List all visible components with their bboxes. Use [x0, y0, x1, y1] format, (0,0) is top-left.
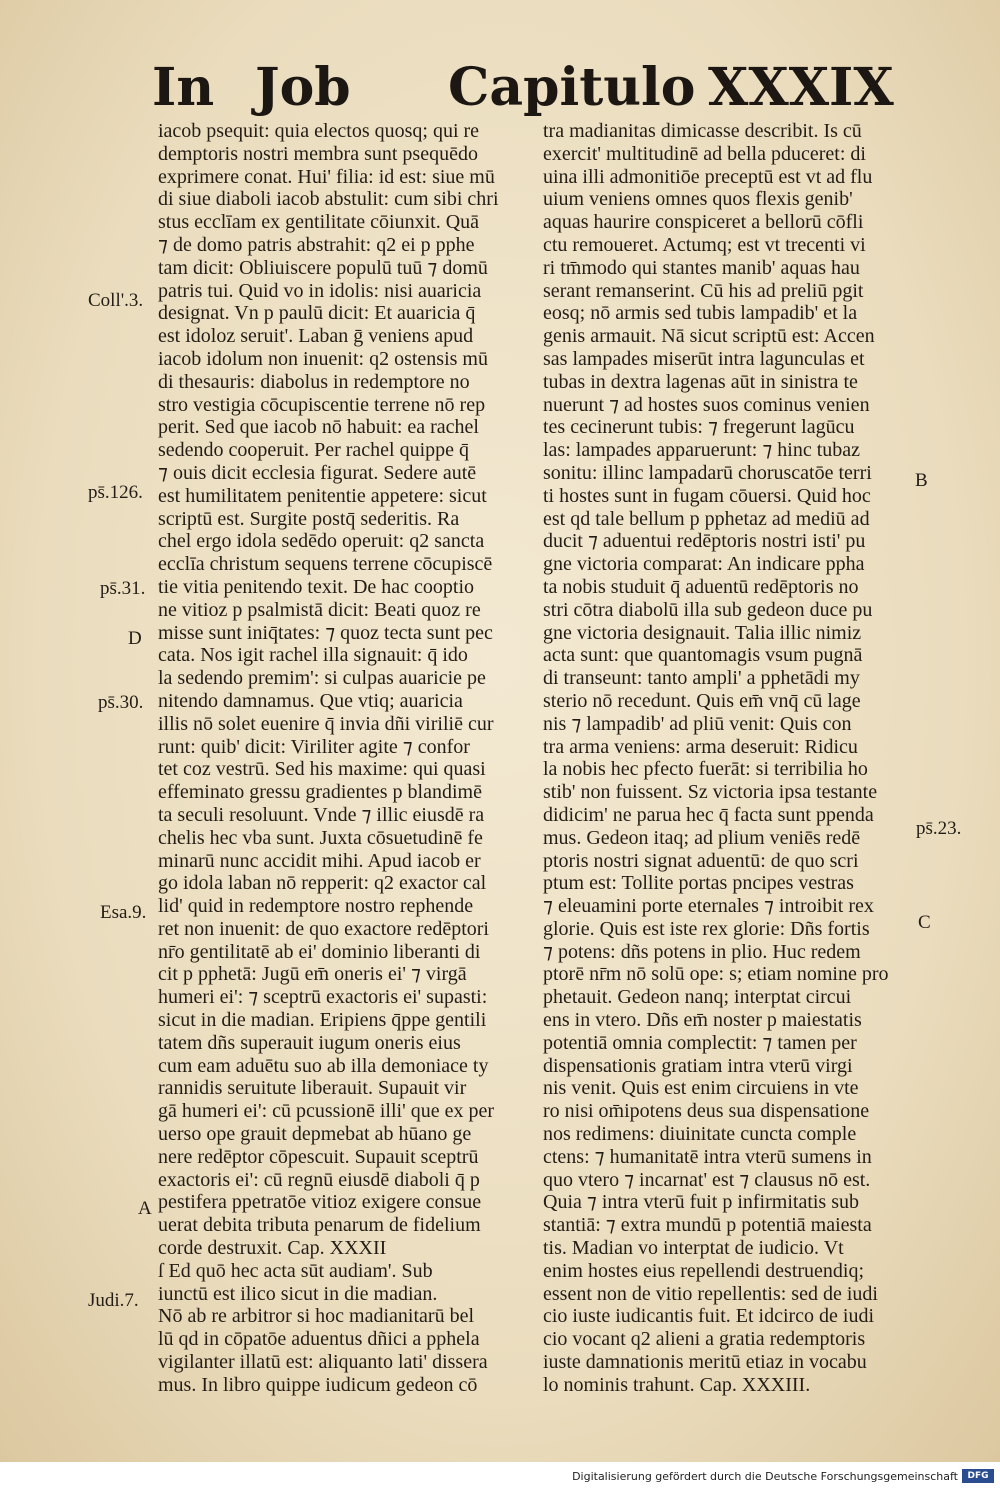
text-line: ta nobis studuit q̄ aduentū redēptoris no [543, 575, 859, 598]
text-line: sonitu: illinc lampadarū choruscatōe terri [543, 461, 872, 484]
text-line: nere redēptor cōpescuit. Supauit sceptrū [158, 1145, 479, 1168]
text-line: uina illi admonitiōe preceptū est vt ad flu [543, 165, 873, 188]
text-line: minarū nunc accidit mihi. Apud iacob er [158, 849, 481, 872]
text-line: tam dicit: Obliuiscere populū tuū ⁊ domū [158, 256, 488, 279]
text-line: stib' non fuissent. Sz victoria ipsa testante [543, 781, 878, 804]
text-line: potentiā omnia complectit: ⁊ tamen per [543, 1031, 857, 1054]
text-line: exprimere conat. Hui' filia: id est: siue mū [158, 165, 495, 188]
text-line: perit. Sed que iacob nō habuit: ea rachel [158, 416, 479, 439]
dfg-logo: DFG [962, 1469, 994, 1483]
text-line: pestifera ppetratōe vitioz exigere consue [158, 1191, 482, 1214]
text-line: iacob psequit: quia electos quosq; qui re [158, 120, 480, 142]
text-line: demptoris nostri membra sunt psequēdo [158, 142, 478, 165]
marginal-letter-b: B [915, 470, 928, 491]
text-line: mus. Gedeon itaq; ad plium veniēs redē [543, 826, 861, 849]
text-line: cata. Nos igit rachel illa signauit: q̄ ido [158, 644, 468, 667]
marginal-note-ps31: ps̄.31. [100, 578, 146, 599]
text-line: chelis hec vba sunt. Juxta cōsuetudinē fe [158, 826, 483, 849]
text-line: di siue diaboli iacob abstulit: cum sibi chri [158, 188, 499, 211]
digitization-footer [0, 1462, 1000, 1492]
text-line: nuerunt ⁊ ad hostes suos cominus venien [543, 393, 870, 416]
text-line: glorie. Quis est iste rex glorie: Dñs fortis [543, 917, 870, 940]
text-line: ro nisi om̄ipotens deus sua dispensatione [543, 1100, 870, 1123]
text-line: nr̄o gentilitatē ab ei' dominio liberanti di [158, 940, 481, 963]
text-line: ducit ⁊ aduentui redēptoris nostri isti' pu [543, 530, 866, 553]
text-line: tubas in dextra lagenas aūt in sinistra te [543, 370, 858, 393]
text-line: scriptū est. Surgite postq̄ sederitis. Ra [158, 507, 460, 530]
text-line: essent non de vitio repellentis: sed de iudi [543, 1282, 878, 1305]
text-line: ri tm̄modo qui stantes manib' aquas hau [543, 256, 860, 279]
text-line: stus ecclīam ex gentilitate cōiunxit. Quā [158, 211, 480, 234]
text-line: ti hostes sunt in fugam cōuersi. Quid hoc [543, 484, 871, 507]
text-line: tra madianitas dimicasse describit. Is cū [543, 120, 862, 142]
text-line: ne vitioz p psalmistā dicit: Beati quoz re [158, 598, 481, 621]
marginal-note-ps30: ps̄.30. [98, 692, 144, 713]
text-line: sicut in die madian. Eripiens q̄ppe gentili [158, 1009, 487, 1032]
text-line: gā humeri ei': cū pcussionē illi' que ex per [158, 1100, 494, 1123]
text-line: cio vocant q2 alieni a gratia redemptoris [543, 1328, 866, 1351]
text-line: cit p pphetā: Jugū em̄ oneris ei' ⁊ virgā [158, 963, 467, 986]
text-line: enim hostes eius repellendi destruendiq; [543, 1259, 865, 1282]
text-line: humeri ei': ⁊ sceptrū exactoris ei' supasti: [158, 986, 488, 1009]
text-line: est idoloz seruit'. Laban ḡ veniens apud [158, 325, 474, 348]
right-text-column [543, 120, 915, 1397]
text-line: designat. Vn p paulū dicit: Et auaricia q̄ [158, 302, 476, 325]
marginal-note-ps23: ps̄.23. [916, 818, 962, 839]
text-line: di thesauris: diabolus in redemptore no [158, 370, 470, 393]
text-line: effeminato gressu gradientes p blandimē [158, 781, 482, 804]
text-line: sterio nō recedunt. Quis em̄ vnq̄ cū lage [543, 689, 861, 712]
text-line: uium veniens omnes quos flexis genib' [543, 188, 853, 211]
text-line: ecclīa christum sequens terrene cōcupiscē [158, 553, 493, 576]
text-line: rannidis seruitute liberauit. Supauit vir [158, 1077, 467, 1100]
text-line: uerso ope grauit depmebat ab hūano ge [158, 1123, 472, 1146]
text-line: ctens: ⁊ humanitatē intra vterū sumens in [543, 1145, 872, 1168]
text-line: tet coz vestrū. Sed his maxime: qui quasi [158, 758, 486, 781]
text-line: iunctū est ilico sicut in die madian. [158, 1282, 438, 1305]
funding-credit: Digitalisierung gefördert durch die Deutsche Forschungsgemeinschaft [572, 1470, 958, 1483]
text-line: mus. In libro quippe iudicum gedeon cō [158, 1373, 478, 1396]
marginal-letter-a: A [138, 1198, 152, 1219]
text-line: exactoris ei': cū regnū eiusdē diaboli q̄ p [158, 1168, 480, 1191]
text-line: est qd tale bellum p pphetaz ad mediū ad [543, 507, 870, 530]
text-line: vigilanter illatū est: aliquanto lati' dissera [158, 1351, 488, 1374]
text-line: misse sunt iniq̄tates: ⁊ quoz tecta sunt pec [158, 621, 493, 644]
marginal-note-judi7: Judi.7. [88, 1290, 139, 1311]
text-line: chel ergo idola sedēdo operuit: q2 sancta [158, 530, 485, 553]
running-head-capitulo: Capitulo [448, 57, 696, 118]
text-line: ta seculi resoluunt. Vnde ⁊ illic eiusdē ra [158, 803, 485, 826]
running-head-job: Job [255, 57, 351, 118]
text-line: ⁊ de domo patris abstrahit: q2 ei p pphe [158, 233, 475, 256]
text-line: lo nominis trahunt. Cap. XXXIII. [543, 1373, 811, 1396]
text-line: sedendo cooperuit. Per rachel quippe q̄ [158, 439, 470, 462]
text-line: nis venit. Quis est enim circuiens in vte [543, 1077, 859, 1100]
text-line: iacob idolum non inuenit: q2 ostensis mū [158, 347, 488, 370]
marginal-note-ps126: ps̄.126. [88, 482, 143, 503]
text-line: ens in vtero. Dñs em̄ noster p maiestatis [543, 1009, 862, 1032]
text-line: ⁊ ouis dicit ecclesia figurat. Sedere autē [158, 461, 477, 484]
text-line: phetauit. Gedeon nanq; interptat circui [543, 986, 852, 1009]
text-line: acta sunt: que quantomagis vsum pugnā [543, 644, 863, 667]
text-line: ptorē nr̄m nō solū ope: s; etiam nomine pro [543, 963, 889, 986]
text-line: las: lampades apparuerunt: ⁊ hinc tubaz [543, 439, 861, 462]
text-line: lid' quid in redemptore nostro rephende [158, 895, 474, 918]
text-line: stro vestigia cōcupiscentie terrene nō rep [158, 393, 486, 416]
text-line: ptum est: Tollite portas pncipes vestras [543, 872, 854, 895]
text-line: la nobis hec pfecto fuerāt: si terribilia ho [543, 758, 868, 781]
text-line: ctu remoueret. Actumq; est vt trecenti vi [543, 233, 866, 256]
text-line: tatem dñs superauit iugum oneris eius [158, 1031, 461, 1054]
text-line: aquas haurire conspiceret a bellorū cōfli [543, 211, 864, 234]
text-line: Quia ⁊ intra vterū fuit p infirmitatis sub [543, 1191, 859, 1214]
marginal-note-coll: Coll'.3. [88, 290, 144, 311]
text-line: stantiā: ⁊ extra mundū p potentiā maiesta [543, 1214, 872, 1237]
text-line: tes cecinerunt tubis: ⁊ fregerunt lagūcu [543, 416, 855, 439]
text-line: quo vtero ⁊ incarnat' est ⁊ clausus nō est. [543, 1168, 871, 1191]
text-line: ſ Ed quō hec acta sūt audiam'. Sub [158, 1259, 433, 1282]
text-line: la sedendo premim': si culpas auaricie pe [158, 667, 486, 690]
text-line: didicim' ne parua hec q̄ facta sunt ppenda [543, 803, 874, 826]
text-line: est humilitatem penitentie appetere: sicut [158, 484, 487, 507]
text-line: Nō ab re arbitror si hoc madianitarū bel [158, 1305, 474, 1328]
running-head-numeral: XXXIX [708, 57, 894, 118]
text-line: tie vitia penitendo texit. De hac cooptio [158, 575, 475, 598]
text-line: ⁊ potens: dñs potens in plio. Huc redem [543, 940, 861, 963]
left-text-column [158, 120, 528, 1397]
text-line: ptoris nostri signat aduentū: de quo scri [543, 849, 859, 872]
text-line: tra arma veniens: arma deseruit: Ridicu [543, 735, 858, 758]
text-line: dispensationis gratiam intra vterū virgi [543, 1054, 853, 1077]
text-line: gne victoria comparat: An indicare ppha [543, 553, 865, 576]
text-line: go idola laban nō repperit: q2 exactor cal [158, 872, 487, 895]
running-head-in: In [152, 57, 215, 118]
text-line: eosq; nō armis sed tubis lampadib' et la [543, 302, 858, 325]
marginal-note-esa9: Esa.9. [100, 902, 147, 923]
text-line: runt: quib' dicit: Viriliter agite ⁊ confor [158, 735, 470, 758]
text-line: ⁊ eleuamini porte eternales ⁊ introibit rex [543, 895, 874, 918]
text-line: uerat debita tributa penarum de fidelium [158, 1214, 481, 1237]
marginal-letter-c: C [918, 912, 931, 933]
text-line: sas lampades miserūt intra lagunculas et [543, 347, 865, 370]
text-line: lū qd in cōpatōe aduentus dñici a pphela [158, 1328, 480, 1351]
text-line: di transeunt: tanto ampli' a pphetādi my [543, 667, 860, 690]
text-line: genis armauit. Nā sicut scriptū est: Accen [543, 325, 875, 348]
text-line: illis nō solet euenire q̄ invia dñi viriliē cur [158, 712, 494, 735]
text-line: exercit' multitudinē ad bella pduceret: di [543, 142, 866, 165]
text-line: ret non inuenit: de quo exactore redēptori [158, 917, 489, 940]
text-line: nis ⁊ lampadib' ad pliū venit: Quis con [543, 712, 852, 735]
text-line: nitendo damnamus. Que vtiq; auaricia [158, 689, 463, 712]
text-line: iuste damnationis meritū etiaz in vocabu [543, 1351, 867, 1374]
text-line: serant remanserint. Cū his ad preliū pgit [543, 279, 864, 302]
text-line: stri cōtra diabolū illa sub gedeon duce pu [543, 598, 873, 621]
text-line: nos redimens: diuinitate cuncta comple [543, 1123, 857, 1146]
text-line: tis. Madian vo interptat de iudicio. Vt [543, 1237, 844, 1260]
text-line: patris tui. Quid vo in idolis: nisi auaricia [158, 279, 482, 302]
text-line: corde destruxit. Cap. XXXII [158, 1237, 387, 1260]
text-line: cum eam aduētu suo ab illa demoniace ty [158, 1054, 489, 1077]
marginal-letter-d: D [128, 628, 142, 649]
text-line: cio iuste iudicantis fuit. Et idcirco de iudi [543, 1305, 875, 1328]
text-line: gne victoria designauit. Talia illic nimiz [543, 621, 862, 644]
